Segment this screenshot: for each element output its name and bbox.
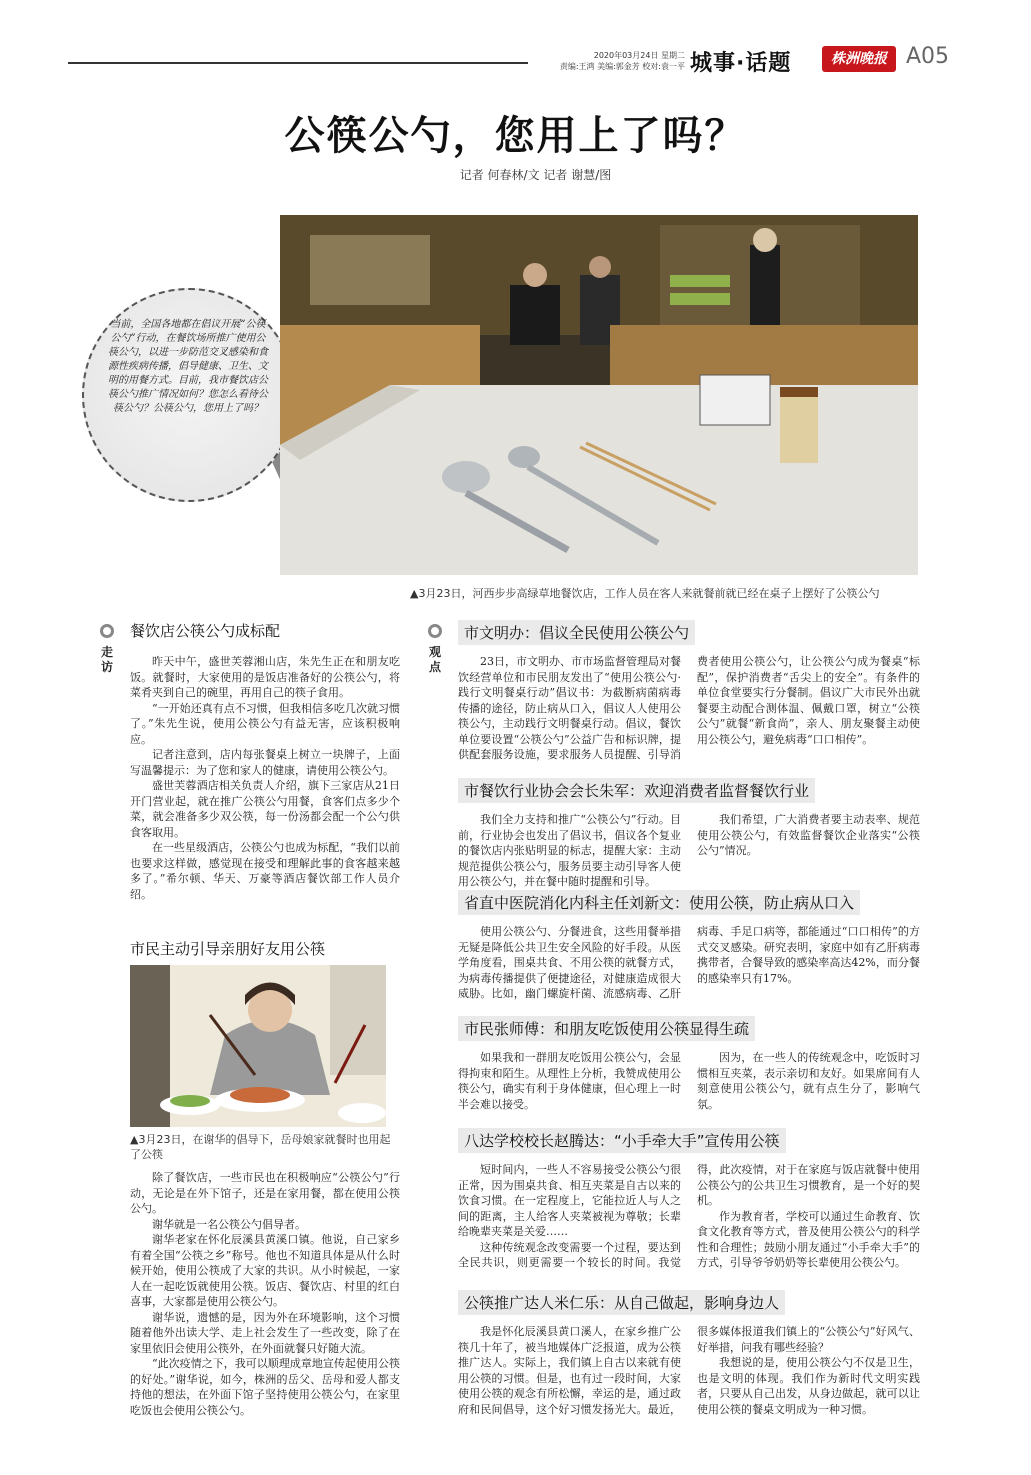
family-dinner-illustration: [130, 965, 386, 1127]
section-body-hospital: [458, 924, 920, 1002]
paragraph: 我想说的是，使用公筷公勺不仅是卫生，也是文明的体现。我们作为新时代文明实践者，只要从自己出发，从身边做起，就可以让使用公筷的餐桌文明成为一种习惯。: [697, 1356, 920, 1416]
side-label-visit: 走访: [100, 645, 113, 674]
restaurant-table-illustration: [280, 215, 918, 575]
paragraph: 这种传统观念改变需要一个过程，要达到全民共识，则更需要一个较长的时间。我觉得，此次疫情，对于在家庭与饭店就餐中使用公筷公勺的公共卫生习惯教育，是一个好的契机。: [458, 1163, 920, 1269]
paragraph: 我是怀化辰溪县黄口溪人，在家乡推广公筷几十年了，被当地媒体广泛报道，成为公筷推广达人。实际上，我们镇上自古以来就有使用公筷的习惯。但是，也有过一段时间，大家使用公筷的观念有所松懈，幸运的是，通过政府和民间倡导，这个好习惯发扬光大。最近，很多媒体报道我们镇上的“公筷公勺”好风气、好举措，问我有哪些经验？: [458, 1325, 920, 1416]
section-title-catering-association: 市餐饮行业协会会长朱军：欢迎消费者监督餐饮行业: [458, 778, 815, 803]
paragraph: 短时间内，一些人不容易接受公筷公勺很正常，因为围桌共食、相互夹菜是自古以来的饮食习惯。在一定程度上，它能拉近人与人之间的距离，主人给客人夹菜被视为尊敬；长辈给晚辈夹菜是关爱……: [458, 1163, 681, 1238]
paragraph: 我们全力支持和推广“公筷公勺”行动。目前，行业协会也发出了倡议书，倡议各个复业的餐饮店内张贴明显的标志，提醒大家：主动规范提供公筷公勺，服务员要主动引导客人使用公筷公勺，并在餐中随时提醒和引导。: [458, 813, 681, 888]
section-title-standard: 餐饮店公筷公勺成标配: [130, 622, 281, 640]
circle-bullet-icon: [100, 624, 114, 638]
paragraph: 盛世芙蓉酒店相关负责人介绍，旗下三家店从21日开门营业起，就在推广公筷公勺用餐，食客们点多少个菜，就会准备多少双公筷，每一份汤都会配一个公勺供食客取用。: [130, 779, 400, 839]
section-title-citizen: 市民主动引导亲朋好友用公筷: [130, 940, 326, 958]
intro-bubble-text: 当前，全国各地都在倡议开展“公筷公勺”行动，在餐饮场所推广使用公筷公勺，以进一步防范交叉感染和食源性疾病传播，倡导健康、卫生、文明的用餐方式。目前，我市餐饮店公筷公勺推广情况如何？您怎么看待公筷公勺？公筷公勺，您用上了吗？: [108, 319, 268, 414]
section-body-standard: [130, 654, 400, 902]
paragraph: 谢华说，遗憾的是，因为外在环境影响，这个习惯随着他外出读大学、走上社会发生了一些改变，除了在家里依旧会使用公筷外，在外面就餐只好随大流。: [130, 1310, 400, 1355]
section-title-school: 八达学校校长赵腾达：“小手牵大手”宣传用公筷: [458, 1128, 786, 1153]
family-photo: [130, 965, 386, 1127]
right-section-icon: [428, 624, 442, 638]
paragraph: 谢华老家在怀化辰溪县黄溪口镇。他说，自己家乡有着全国“公筷之乡”称号。他也不知道具体是从什么时候开始，使用公筷成了大家的共识。从小时候起，一家人在一起吃饭就使用公筷。饭店、餐饮店、村里的红白喜事，大家都是使用公筷公勺。: [130, 1233, 400, 1308]
paragraph: “此次疫情之下，我可以顺理成章地宣传起使用公筷的好处。”谢华说，如今，株洲的岳父、岳母和爱人都支持他的想法，在外面下馆子坚持使用公筷公勺，在家里吃饭也会使用公筷公勺。: [130, 1357, 400, 1417]
paragraph: 因为，在一些人的传统观念中，吃饭时习惯相互夹菜，表示亲切和友好。如果席间有人刻意使用公筷公勺，就有点生分了，影响气氛。: [697, 1051, 920, 1111]
paragraph: 使用公筷公勺、分餐进食，这些用餐举措无疑是降低公共卫生安全风险的好手段。从医学角度看，围桌共食、不用公筷的就餐方式，为病毒传播提供了便捷途径，对健康造成很大威胁。比如，幽门螺旋杆菌、流感病毒、乙肝病毒、手足口病等，都能通过“口口相传”的方式交叉感染。研究表明，家庭中如有乙肝病毒携带者，合餐导致的感染率高达42%，而分餐的感染率只有17%。: [458, 925, 920, 1000]
main-photo-caption: ▲3月23日，河西步步高绿草地餐饮店，工作人员在客人来就餐前就已经在桌子上摆好了公筷公勺: [410, 587, 880, 600]
paragraph: 记者注意到，店内每张餐桌上树立一块牌子，上面写温馨提示：为了您和家人的健康，请使用公筷公勺。: [130, 748, 400, 777]
section-title-hospital: 省直中医院消化内科主任刘新文：使用公筷，防止病从口入: [458, 890, 860, 915]
section-body-promoter: [458, 1324, 920, 1417]
header-staff: 责编:王鸿 美编:郭金芳 校对:袁一平: [559, 62, 685, 71]
section-title-citizen-zhang: 市民张师傅：和朋友吃饭使用公筷显得生疏: [458, 1016, 755, 1041]
paragraph: 除了餐饮店，一些市民也在积极响应“公筷公勺”行动，无论是在外下馆子，还是在家用餐，都在使用公筷公勺。: [130, 1171, 400, 1215]
section-body-catering-association: [458, 812, 920, 890]
section-body-school: [458, 1162, 920, 1271]
paragraph: 昨天中午，盛世芙蓉湘山店，朱先生正在和朋友吃饭。就餐时，大家使用的是饭店准备好的公筷公勺，将菜肴夹到自己的碗里，再用自己的筷子食用。: [130, 655, 400, 699]
paragraph: 如果我和一群朋友吃饭用公筷公勺，会显得拘束和陌生。从理性上分析，我赞成使用公筷公勺，确实有利于身体健康，但心理上一时半会难以接受。: [458, 1051, 681, 1111]
newspaper-logo: 株洲晚报: [822, 46, 896, 72]
paragraph: “一开始还真有点不习惯，但我相信多吃几次就习惯了。”朱先生说，使用公筷公勺有益无害，应该积极响应。: [130, 701, 400, 746]
page-number: A05: [906, 44, 950, 69]
side-label-opinion: 观点: [428, 645, 441, 674]
paragraph: 我们希望，广大消费者要主动表率、规范使用公筷公勺，有效监督餐饮企业落实“公筷公勺”情况。: [697, 813, 920, 857]
paragraph: 在一些星级酒店，公筷公勺也成为标配，“我们以前也要求这样做，感觉现在接受和理解此事的食客越来越多了。”希尔顿、华天、万豪等酒店餐饮部工作人员介绍。: [130, 841, 400, 901]
paragraph: 作为教育者，学校可以通过生命教育、饮食文化教育等方式，普及使用公筷公勺的科学性和合理性；鼓励小朋友通过“小手牵大手”的方式，引导爷爷奶奶等长辈使用公筷公勺。: [697, 1209, 920, 1269]
circle-bullet-icon: [428, 624, 442, 638]
left-section-icon: [100, 624, 114, 638]
header-meta: [540, 50, 685, 72]
section-name: 城事·话题: [690, 51, 792, 76]
section-title-civilization-office: 市文明办：倡议全民使用公筷公勺: [458, 620, 695, 645]
section-body-citizen-zhang: [458, 1050, 920, 1112]
section-body-citizen: [130, 1170, 400, 1418]
family-photo-caption: ▲3月23日，在谢华的倡导下，岳母娘家就餐时也用起了公筷: [130, 1133, 391, 1161]
header-date: 2020年03月24日 星期二: [593, 51, 685, 60]
section-title-promoter: 公筷推广达人米仁乐：从自己做起，影响身边人: [458, 1290, 785, 1315]
header-rule: [68, 62, 528, 64]
section-body-civilization-office: [458, 654, 920, 763]
paragraph: 谢华就是一名公筷公勺倡导者。: [152, 1217, 306, 1231]
headline: 公筷公勺，您用上了吗？: [284, 113, 747, 159]
main-photo: [280, 215, 918, 575]
paragraph: 23日，市文明办、市市场监督管理局对餐饮经营单位和市民朋友发出了“使用公筷公勺·践行文明餐桌行动”倡议书：为截断病菌病毒传播的途径，防止病从口入，倡议人人使用公筷公勺，主动践行文明餐桌行动。倡议，餐饮单位要设置“公筷公勺”公益广告和标识牌，提供配套服务设施，要求服务人员提醒、引导消费者使用公筷公勺，让公筷公勺成为餐桌“标配”，保护消费者“舌尖上的安全”。有条件的单位食堂要实行分餐制。倡议广大市民外出就餐要主动配合测体温、佩戴口罩，树立“公筷公勺”就餐“新食尚”，亲人、朋友聚餐主动使用公筷公勺，避免病毒“口口相传”。: [458, 655, 920, 761]
byline: 记者 何春林/文 记者 谢慧/图: [459, 168, 612, 182]
